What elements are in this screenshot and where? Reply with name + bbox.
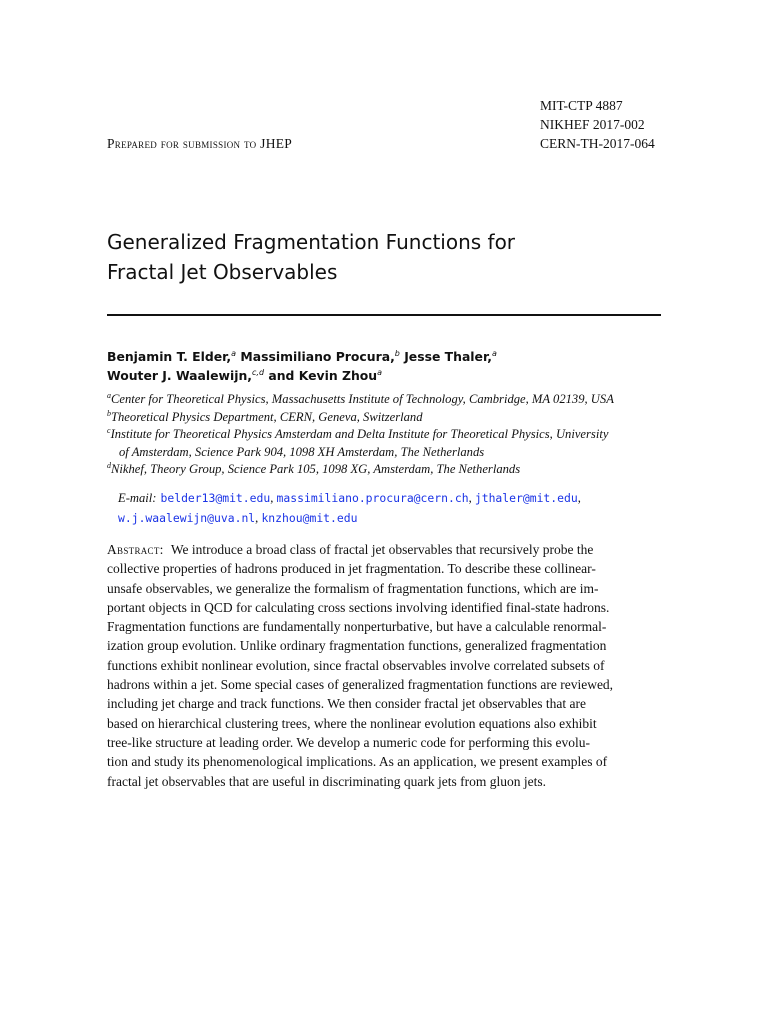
email-link[interactable]: belder13@mit.edu [160,491,271,505]
email-link[interactable]: massimiliano.procura@cern.ch [276,491,469,505]
abstract-line: fractal jet observables that are useful in discriminating quark jets from gluon jets. [107,773,546,789]
abstract-line: tion and study its phenomenological implications. As an application, we present examples of [107,754,608,770]
submission-note: Prepared for submission to JHEP [107,136,293,151]
email-link[interactable]: knzhou@mit.edu [261,511,358,525]
affiliation-mark: c [107,426,111,436]
affiliation [107,426,667,461]
email-line: w.j.waalewijn@uva.nl, knzhou@mit.edu [118,511,358,525]
report-id: CERN-TH-2017-064 [540,136,655,151]
title-divider [107,314,661,316]
author-affil-mark: a [377,368,383,377]
affiliation [107,409,667,427]
abstract-line: collective properties of hadrons produced in jet fragmentation. To describe these collinear- [107,561,596,577]
author-name: Jesse Thaler, [404,349,492,364]
affiliation-mark: b [107,408,111,418]
abstract-line [107,540,663,559]
affiliation-text: Center for Theoretical Physics, Massachusetts Institute of Technology, Cambridge, MA 02139, USA [111,392,614,406]
email-block [118,488,668,528]
affiliation-mark: a [107,391,111,400]
email-link[interactable]: w.j.waalewijn@uva.nl [118,511,256,525]
abstract-line: based on hierarchical clustering trees, where the nonlinear evolution equations also exhibit [107,715,597,731]
author-name: Benjamin T. Elder, [107,349,232,364]
affiliation [107,391,667,409]
author-affil-mark: a [491,349,497,358]
report-id: NIKHEF 2017-002 [540,117,645,132]
author-name: Massimiliano Procura, [240,349,395,364]
report-numbers [540,96,670,153]
author-line [107,366,667,385]
email-link[interactable]: jthaler@mit.edu [474,491,578,505]
report-id: MIT-CTP 4887 [540,98,623,113]
abstract-line: including jet charge and track functions. We then consider fractal jet observables that are [107,696,586,712]
email-label: E-mail: [118,491,157,505]
abstract-text: We introduce a broad class of fractal jet observables that recursively probe the [170,542,594,557]
affiliations [107,391,667,479]
abstract [107,540,663,791]
abstract-label: Abstract: [107,542,164,557]
abstract-line: Fragmentation functions are fundamentally nonperturbative, but have a calculable renormal- [107,619,607,635]
author-affil-mark: c,d [252,368,265,377]
paper-title [107,227,667,287]
affiliation-text: Nikhef, Theory Group, Science Park 105, 1098 XG, Amsterdam, The Netherlands [111,462,521,477]
affiliation [107,461,667,479]
affiliation-mark: d [107,461,111,471]
title-line: Fractal Jet Observables [107,260,338,284]
abstract-line: functions exhibit nonlinear evolution, since fractal observables involve correlated subsets of [107,657,605,673]
affiliation-text: Theoretical Physics Department, CERN, Geneva, Switzerland [111,409,423,424]
email-line: E-mail: belder13@mit.edu, massimiliano.procura@cern.ch, jthaler@mit.edu, [118,491,581,505]
author-list [107,347,667,385]
affiliation-continuation: of Amsterdam, Science Park 904, 1098 XH Amsterdam, The Netherlands [119,444,485,459]
abstract-line: tree-like structure at leading order. We develop a numeric code for performing this evolu- [107,734,590,750]
author-affil-mark: a [231,349,237,358]
author-name: Wouter J. Waalewijn, [107,368,253,383]
author-line [107,347,667,366]
abstract-line: portant objects in QCD for calculating cross sections involving identified final-state hadrons. [107,599,610,615]
title-line: Generalized Fragmentation Functions for [107,230,516,254]
abstract-line: ization group evolution. Unlike ordinary fragmentation functions, generalized fragmentation [107,638,607,654]
abstract-line: unsafe observables, we generalize the formalism of fragmentation functions, which are im- [107,580,599,596]
abstract-line: hadrons within a jet. Some special cases of generalized fragmentation functions are reviewed, [107,677,614,693]
author-name: and Kevin Zhou [268,368,378,383]
author-affil-mark: b [394,349,400,358]
affiliation-text: Institute for Theoretical Physics Amsterdam and Delta Institute for Theoretical Physics, University [110,427,609,442]
